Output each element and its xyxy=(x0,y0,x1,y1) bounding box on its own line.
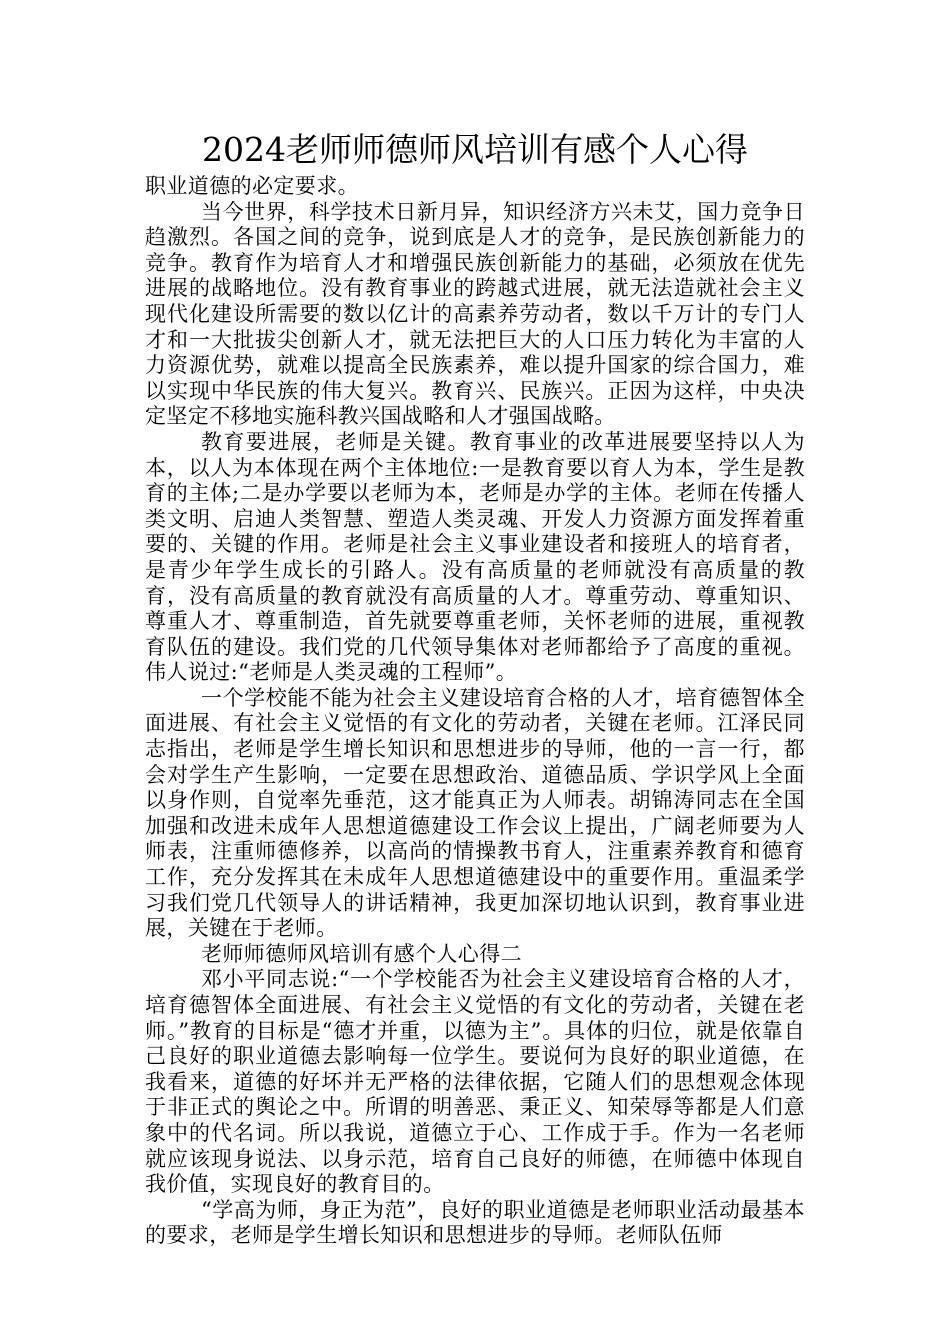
section-heading-part-two: 老师师德师风培训有感个人心得二 xyxy=(201,941,522,966)
paragraph-teacher-is-key: 教育要进展，老师是关键。教育事业的改革进展要坚持以人为本，以人为本体现在两个主体地位:一是教育要以育人为本，学生是教育的主体;二是办学要以老师为本，老师是办学的主体。老师在传播人类文明、启迪人类智慧、塑造人类灵魂、开发人力资源方面发挥着重要的、关键的作用。老师是社会主义事业建设者和接班人的培育者，是青少年学生成长的引路人。没有高质量的老师就没有高质量的教育，没有高质量的教育就没有高质量的人才。尊重劳动、尊重知识、尊重人才、尊重制造，首先就要尊重老师，关怀老师的进展，重视教育队伍的建设。我们党的几代领导集体对老师都给予了高度的重视。伟人说过:“老师是人类灵魂的工程师”。 xyxy=(145,429,805,685)
paragraph-deng-quote: 邓小平同志说:“一个学校能否为社会主义建设培育合格的人才，培育德智体全面进展、有社会主义觉悟的有文化的劳动者，关键在老师。”教育的目标是“德才并重，以德为主”。具体的归位，就是依靠自己良好的职业道德去影响每一位学生。要说何为良好的职业道德，在我看来，道德的好坏并无严格的法律依据，它随人们的思想观念体现于非正式的舆论之中。所谓的明善恶、秉正义、知荣辱等都是人们意象中的代名词。所以我说，道德立于心、工作成于手。作为一名老师就应该现身说法、以身示范，培育自己良好的师德，在师德中体现自我价值，实现良好的教育目的。 xyxy=(145,967,805,1197)
document-title: 2024老师师德师风培训有感个人心得 xyxy=(202,130,748,169)
document-body xyxy=(145,174,805,1249)
paragraph-school-talent: 一个学校能不能为社会主义建设培育合格的人才，培育德智体全面进展、有社会主义觉悟的有文化的劳动者，关键在老师。江泽民同志指出，老师是学生增长知识和思想进步的导师，他的一言一行，都会对学生产生影响，一定要在思想政治、道德品质、学识学风上全面以身作则，自觉率先垂范，这才能真正为人师表。胡锦涛同志在全国加强和改进未成年人思想道德建设工作会议上提出，广阔老师要为人师表，注重师德修养，以高尚的情操教书育人，注重素养教育和德育工作，充分发挥其在未成年人思想道德建设中的重要作用。重温柔学习我们党几代领导人的讲话精神，我更加深切地认识到，教育事业进展，关键在于老师。 xyxy=(145,685,805,941)
paragraph-learning-as-teacher: “学高为师，身正为范”，良好的职业道德是老师职业活动最基本的要求，老师是学生增长知识和思想进步的导师。老师队伍师 xyxy=(145,1197,805,1248)
paragraph-world-competition: 当今世界，科学技术日新月异，知识经济方兴未艾，国力竞争日趋激烈。各国之间的竞争，说到底是人才的竞争，是民族创新能力的竞争。教育作为培育人才和增强民族创新能力的基础，必须放在优先进展的战略地位。没有教育事业的跨越式进展，就无法造就社会主义现代化建设所需要的数以亿计的高素养劳动者，数以千万计的专门人才和一大批拔尖创新人才，就无法把巨大的人口压力转化为丰富的人力资源优势，就难以提高全民族素养，难以提升国家的综合国力，难以实现中华民族的伟大复兴。教育兴、民族兴。正因为这样，中央决定坚定不移地实施科教兴国战略和人才强国战略。 xyxy=(145,199,805,429)
paragraph-continuation: 职业道德的必定要求。 xyxy=(145,174,359,198)
